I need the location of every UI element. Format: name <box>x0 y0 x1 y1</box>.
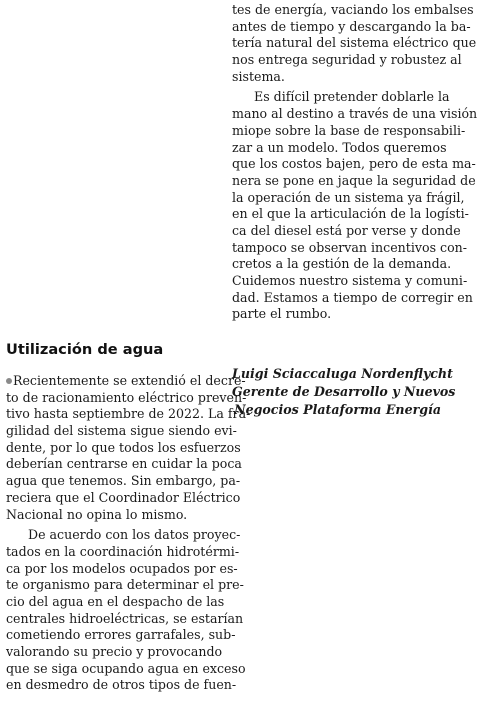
text-line: ca del diesel está por verse y donde <box>232 222 461 238</box>
text-line: tes de energía, vaciando los embalses <box>232 2 474 17</box>
text-line: cretos a la gestión de la demanda. <box>232 256 452 272</box>
author-signature <box>232 365 456 419</box>
paragraph-body <box>6 527 246 694</box>
paragraph-closing <box>232 89 477 323</box>
right-column <box>232 2 477 323</box>
bullet-dot-icon <box>6 378 12 384</box>
author-title: Negocios Plataforma Energía <box>234 402 441 417</box>
text-line-content: Recientemente se extendió el decre- <box>13 373 246 388</box>
text-line: reciera que el Coordinador Eléctrico <box>6 489 241 505</box>
text-line: la operación de un sistema ya frágil, <box>232 189 465 205</box>
left-column <box>6 341 251 694</box>
text-line: valorando su precio y provocando <box>6 644 223 659</box>
text-line: deberían centrarse en cuidar la poca <box>6 456 242 472</box>
text-line: Cuidemos nuestro sistema y comuni- <box>232 273 468 288</box>
text-line: agua que tenemos. Sin embargo, pa- <box>6 473 241 489</box>
author-name: Luigi Sciaccaluga Nordenflycht <box>232 366 453 381</box>
letter-heading: Utilización de agua <box>6 341 164 358</box>
paragraph-continuation <box>232 2 477 85</box>
text-line: to de racionamiento eléctrico preven- <box>6 389 247 405</box>
text-line: tivo hasta septiembre de 2022. La fra- <box>6 406 251 422</box>
text-line: tampoco se observan incentivos con- <box>232 239 468 255</box>
text-line: zar a un modelo. Todos queremos <box>232 139 447 155</box>
text-line: De acuerdo con los datos proyec- <box>28 527 241 543</box>
text-line: antes de tiempo y descargando la ba- <box>232 18 471 34</box>
text-line: nos entrega seguridad y robustez al <box>232 52 462 68</box>
text-line: gilidad del sistema sigue siendo evi- <box>6 423 237 439</box>
text-line: que se siga ocupando agua en exceso <box>6 660 246 676</box>
text-line: Nacional no opina lo mismo. <box>6 506 188 522</box>
text-line: centrales hidroeléctricas, se estarían <box>6 610 244 626</box>
text-line: sistema. <box>232 68 285 84</box>
paragraph-intro <box>6 373 251 523</box>
author-title: Gerente de Desarrollo y Nuevos <box>232 384 456 399</box>
text-line: nera se pone en jaque la seguridad de <box>232 172 476 188</box>
text-line: te organismo para determinar el pre- <box>6 577 244 593</box>
text-line: tería natural del sistema eléctrico que <box>232 35 477 51</box>
text-line: dente, por lo que todos los esfuerzos <box>6 439 241 455</box>
text-line: Es difícil pretender doblarle la <box>254 89 450 105</box>
text-line: tados en la coordinación hidrotérmi- <box>6 543 240 559</box>
text-line <box>6 373 246 390</box>
text-line: dad. Estamos a tiempo de corregir en <box>232 289 473 305</box>
text-line: mano al destino a través de una visión <box>232 106 477 122</box>
text-line: en desmedro de otros tipos de fuen- <box>6 677 237 693</box>
text-line: parte el rumbo. <box>232 306 332 322</box>
text-line: ca por los modelos ocupados por es- <box>6 560 238 576</box>
text-line: cometiendo errores garrafales, sub- <box>6 627 236 643</box>
text-line: miope sobre la base de responsabili- <box>232 122 466 138</box>
text-line: en el que la articulación de la logísti- <box>232 206 469 222</box>
text-line: que los costos bajen, pero de esta ma- <box>232 156 476 172</box>
text-line: cio del agua en el despacho de las <box>6 593 225 609</box>
